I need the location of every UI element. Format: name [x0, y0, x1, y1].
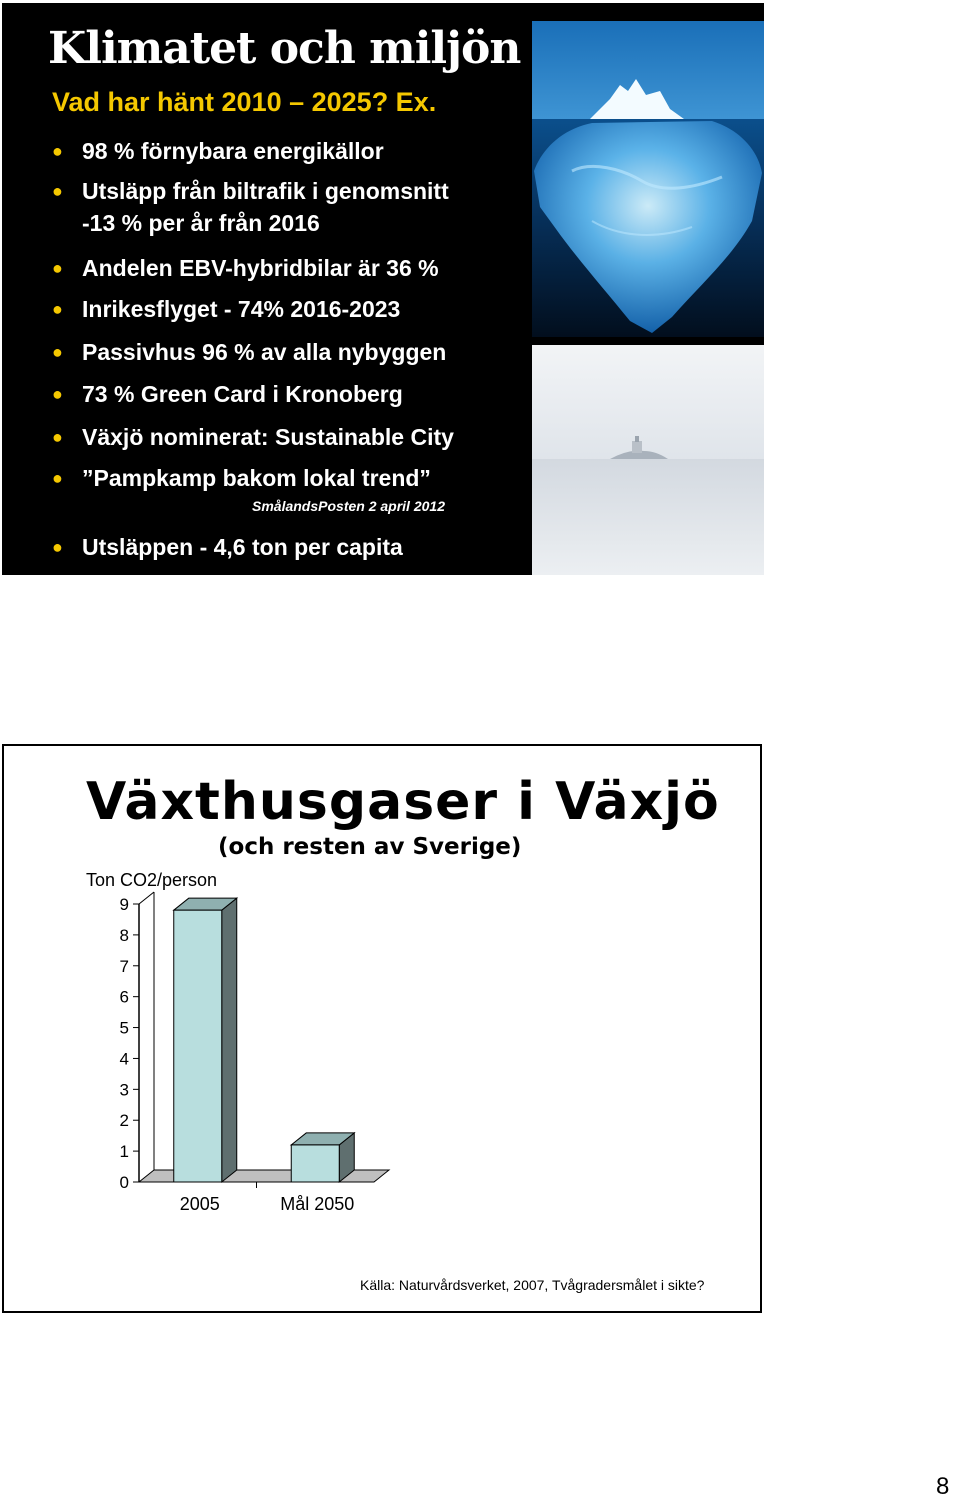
iceberg-image: [532, 21, 764, 337]
bullet-dot-icon: ●: [52, 427, 63, 447]
bullet-text: Inrikesflyget - 74% 2016-2023: [82, 296, 401, 322]
bullet-text: Växjö nominerat: Sustainable City: [82, 424, 454, 450]
bar: [291, 1133, 354, 1182]
bullet-dot-icon: ●: [52, 384, 63, 404]
bullet-text: -13 % per år från 2016: [82, 210, 320, 236]
slide-klimatet: [2, 3, 764, 575]
bullet-text: ”Pampkamp bakom lokal trend”: [82, 465, 431, 491]
bar-front: [174, 910, 222, 1182]
y-tick-label: 6: [119, 987, 129, 1007]
bullet-dot-icon: ●: [52, 299, 63, 319]
y-axis-label: Ton CO2/person: [86, 870, 218, 890]
slide-title: Växthusgaser i Växjö: [86, 772, 720, 832]
y-tick-label: 9: [119, 895, 129, 914]
y-tick-label: 8: [119, 925, 129, 945]
y-tick-label: 7: [119, 956, 129, 976]
source-citation: Källa: Naturvårdsverket, 2007, Tvågradersmålet i sikte?: [360, 1277, 705, 1293]
bullet-dot-icon: ●: [52, 537, 63, 557]
slide-subtitle: (och resten av Sverige): [218, 834, 522, 860]
bullet-text: Utsläpp från biltrafik i genomsnitt: [82, 178, 449, 204]
bullet-dot-icon: ●: [52, 468, 63, 488]
source-citation: SmålandsPosten 2 april 2012: [252, 498, 445, 514]
slide-subtitle: Vad har hänt 2010 – 2025? Ex.: [52, 87, 437, 117]
sea-lighthouse-image: [532, 345, 764, 575]
y-tick-label: 0: [119, 1173, 129, 1192]
bullet-dot-icon: ●: [52, 181, 63, 201]
x-category-label: Mål 2050: [280, 1194, 355, 1214]
y-tick-label: 3: [119, 1080, 129, 1100]
page-number: 8: [936, 1473, 950, 1500]
bullet-text: 98 % förnybara energikällor: [82, 138, 384, 164]
bar-chart: [4, 746, 760, 1311]
y-tick-label: 5: [119, 1018, 129, 1038]
x-category-label: 2005: [179, 1194, 220, 1214]
bullet-dot-icon: ●: [52, 258, 63, 278]
bullet-text: Utsläppen - 4,6 ton per capita: [82, 534, 403, 560]
slide-title: Klimatet och miljön: [48, 23, 521, 74]
y-tick-label: 4: [119, 1049, 129, 1069]
bullet-dot-icon: ●: [52, 141, 63, 161]
top-wall-edge: [139, 892, 154, 904]
bullet-dot-icon: ●: [52, 342, 63, 362]
bar: [174, 898, 237, 1182]
y-tick-label: 2: [119, 1111, 129, 1131]
bullet-text: 73 % Green Card i Kronoberg: [82, 381, 403, 407]
bullet-text: Andelen EBV-hybridbilar är 36 %: [82, 255, 439, 281]
slide-vaxthusgaser: [2, 744, 762, 1313]
y-tick-label: 1: [119, 1142, 129, 1162]
bar-side: [222, 898, 237, 1182]
bar-front: [291, 1145, 339, 1182]
bullet-text: Passivhus 96 % av alla nybyggen: [82, 339, 447, 365]
